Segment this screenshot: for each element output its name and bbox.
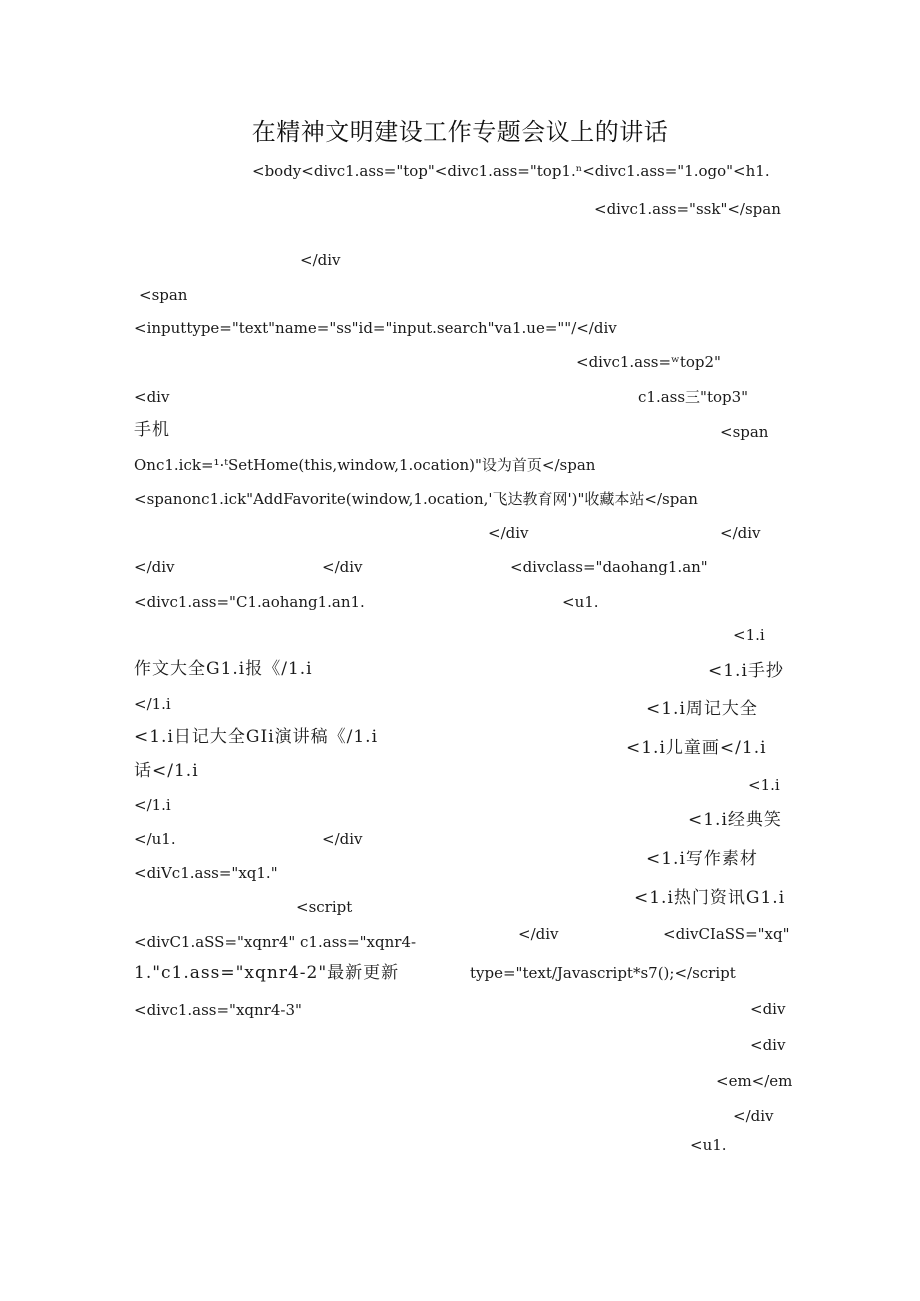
text-line: </div (733, 1107, 774, 1125)
text-line: <divc1.ass=ʷtop2" (576, 353, 721, 371)
text-line: <u1. (562, 593, 599, 611)
text-line: <1.i日记大全GIi演讲稿《/1.i (134, 727, 379, 747)
text-line: <divC1.aSS="xqnr4" c1.ass="xqnr4- (134, 933, 417, 951)
text-line: <1.i手抄 (708, 661, 784, 681)
text-line: <u1. (690, 1136, 727, 1154)
text-line: <div (134, 388, 170, 406)
text-line: </div (134, 558, 175, 576)
text-line: <em</em (716, 1072, 793, 1090)
text-line: <script (296, 898, 353, 916)
document-title: 在精神文明建设工作专题会议上的讲话 (251, 118, 669, 146)
text-line: <inputtype="text"name="ss"id="input.search"va1.ue=""/</div (134, 319, 617, 337)
text-line: 话</1.i (134, 761, 199, 781)
text-line: 作文大全G1.i报《/1.i (134, 659, 313, 679)
text-line: <1.i热门资讯G1.i (634, 888, 786, 908)
text-line: <spanonc1.ick"AddFavorite(window,1.ocation,'飞达教育网')"收藏本站</span (134, 490, 698, 508)
text-line: <1.i写作素材 (646, 849, 758, 869)
text-line: type="text/Javascript*s7();</script (470, 964, 736, 982)
text-line: <diVc1.ass="xq1." (134, 864, 278, 882)
text-line: </1.i (134, 796, 171, 814)
text-line: </div (322, 830, 363, 848)
text-line: </div (300, 251, 341, 269)
text-line: <1.i (748, 776, 780, 794)
text-line: </div (322, 558, 363, 576)
text-line: </div (518, 925, 559, 943)
text-line: <divc1.ass="C1.aohang1.an1. (134, 593, 365, 611)
text-line: <1.i儿童画</1.i (626, 738, 767, 758)
text-line: </1.i (134, 695, 171, 713)
text-line: <div (750, 1000, 786, 1018)
text-line: <1.i (733, 626, 765, 644)
text-line: c1.ass三"top3" (638, 388, 749, 406)
text-line: <1.i经典笑 (688, 810, 782, 830)
text-line: <divc1.ass="xqnr4-3" (134, 1001, 302, 1019)
text-line: <divclass="daohang1.an" (510, 558, 708, 576)
text-line: </div (720, 524, 761, 542)
text-line: 1."c1.ass="xqnr4-2"最新更新 (134, 963, 400, 983)
text-line: Onc1.ick=¹·ᵗSetHome(this,window,1.ocation)"设为首页</span (134, 456, 596, 474)
text-line: <span (139, 286, 188, 304)
text-line: </u1. (134, 830, 176, 848)
text-line: <body<divc1.ass="top"<divc1.ass="top1.ⁿ<divc1.ass="1.ogo"<h1. (252, 162, 770, 180)
text-line: 手机 (134, 420, 170, 440)
text-line: <div (750, 1036, 786, 1054)
text-line: </div (488, 524, 529, 542)
text-line: <span (720, 423, 769, 441)
text-line: <divCIaSS="xq" (663, 925, 790, 943)
text-line: <1.i周记大全 (646, 699, 758, 719)
text-line: <divc1.ass="ssk"</span (594, 200, 781, 218)
